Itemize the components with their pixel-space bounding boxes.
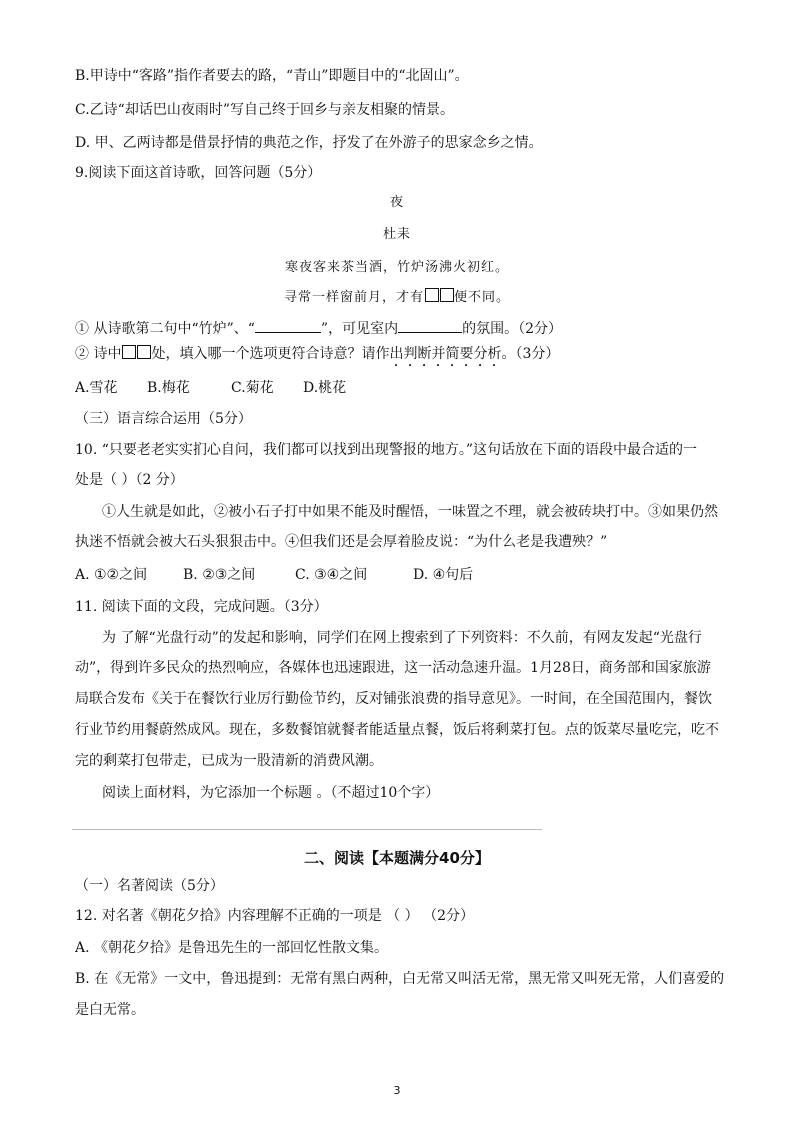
q10-line-1: 10. “只要老老实实扪心自问，我们都可以找到出现警报的地方。”这句话放在下面的语段中最合适的一: [75, 442, 698, 458]
q9-1-text-c: 的氛围。（2分）: [462, 321, 563, 337]
poem-author: 杜耒: [382, 227, 411, 242]
q8-option-c: C.乙诗“却话巴山夜雨时”写自己终于回乡与亲友相聚的情景。: [75, 102, 454, 118]
q11-passage-1: 为 了解“光盘行动”的发起和影响，同学们在网上搜索到了下列资料：不久前，有网友发起“光盘行: [102, 630, 702, 646]
answer-blank[interactable]: [398, 318, 462, 333]
option-c: C.菊花: [231, 380, 274, 396]
q9-1-text-b: ”，可见室内: [320, 321, 399, 337]
q9-prompt: 9.阅读下面这首诗歌，回答问题（5分）: [75, 165, 322, 181]
poem-line-2-end: 便不同。: [454, 290, 511, 305]
q11-task: 阅读上面材料，为它添加一个标题 。（不超过10个字）: [102, 785, 440, 801]
option-d: D. ④句后: [413, 567, 474, 583]
q9-2-emphasis: 出判断并简要分析: [389, 346, 502, 362]
q9-sub-1: [75, 318, 728, 339]
q10-passage-2: 执迷不悟就会被大石头狠狠击中。④但我们还是会厚着脸皮说：“为什么老是我遭殃？”: [75, 534, 608, 550]
part-2-heading: 二、阅读【本题满分40分】: [304, 849, 490, 867]
q10-line-2: 处是（ ）（2 分）: [75, 472, 184, 488]
blank-box: [137, 345, 151, 359]
q11-passage-5: 完的剩菜打包带走，已成为一股清新的消费风潮。: [75, 753, 383, 769]
poem-line-1: 寒夜客来茶当酒，竹炉汤沸火初红。: [284, 260, 509, 275]
blank-box: [425, 288, 439, 302]
answer-blank[interactable]: [255, 318, 321, 333]
option-c: C. ③④之间: [295, 567, 368, 583]
q12-option-a: A. 《朝花夕拾》是鲁迅先生的一部回忆性散文集。: [75, 940, 389, 956]
option-a: A. ①②之间: [75, 567, 148, 583]
option-b: B. ②③之间: [183, 567, 256, 583]
q9-2-text-a: ② 诗中: [75, 346, 122, 362]
divider: [72, 829, 542, 830]
q11-prompt: 11. 阅读下面的文段，完成问题。（3分）: [75, 599, 328, 615]
page-number: 3: [393, 1084, 401, 1097]
q11-passage-3: 局联合发布《关于在餐饮行业厉行勤俭节约，反对铺张浪费的指导意见》。一时间，在全国范围内，餐饮: [75, 691, 712, 707]
q11-passage-2: 动”，得到许多民众的热烈响应，各媒体也迅速跟进，这一活动急速升温。1月28日，商务部和国家旅游: [75, 660, 711, 676]
q12-option-b-line-1: B. 在《无常》一文中，鲁迅提到：无常有黑白两种，白无常又叫活无常，黑无常又叫死无常，人们喜爱的: [75, 971, 725, 987]
q11-passage-4: 行业节约用餐蔚然成风。现在，多数餐馆就餐者能适量点餐，饭后将剩菜打包。点的饭菜尽量吃完，吃不: [75, 722, 719, 738]
q8-option-d: D. 甲、乙两诗都是借景抒情的典范之作，抒发了在外游子的思家念乡之情。: [75, 135, 543, 151]
q12-option-b-line-2: 是白无常。: [75, 1002, 145, 1018]
blank-box: [122, 345, 136, 359]
subsection-1-heading: （一）名著阅读（5分）: [75, 878, 224, 894]
option-b: B.梅花: [147, 380, 190, 396]
q9-sub-2: [75, 344, 728, 370]
section-3-heading: （三）语言综合运用（5分）: [75, 411, 252, 427]
q9-2-text-d: 。（3分）: [501, 346, 560, 362]
q10-options: [75, 565, 728, 585]
q9-options: [75, 378, 728, 398]
poem-line-2: [0, 288, 794, 308]
q9-1-text-a: ① 从诗歌第二句中“竹炉”、“: [75, 321, 255, 337]
q10-passage-1: ①人生就是如此，②被小石子打中如果不能及时醒悟，一味置之不理，就会被砖块打中。③如果仍然: [102, 504, 718, 520]
q8-option-b: B.甲诗中“客路”指作者要去的路，“青山”即题目中的“北固山”。: [75, 68, 469, 84]
blank-box: [440, 288, 454, 302]
q12-prompt: 12. 对名著《朝花夕拾》内容理解不正确的一项是 （ ） （2分）: [75, 908, 474, 924]
poem-title: 夜: [389, 195, 404, 210]
option-d: D.桃花: [303, 380, 347, 396]
poem-line-2-start: 寻常一样窗前月，才有: [283, 290, 424, 305]
q9-2-text-b: 处，填入哪一个选项更符合诗意？请作: [151, 346, 390, 362]
option-a: A.雪花: [75, 380, 118, 396]
